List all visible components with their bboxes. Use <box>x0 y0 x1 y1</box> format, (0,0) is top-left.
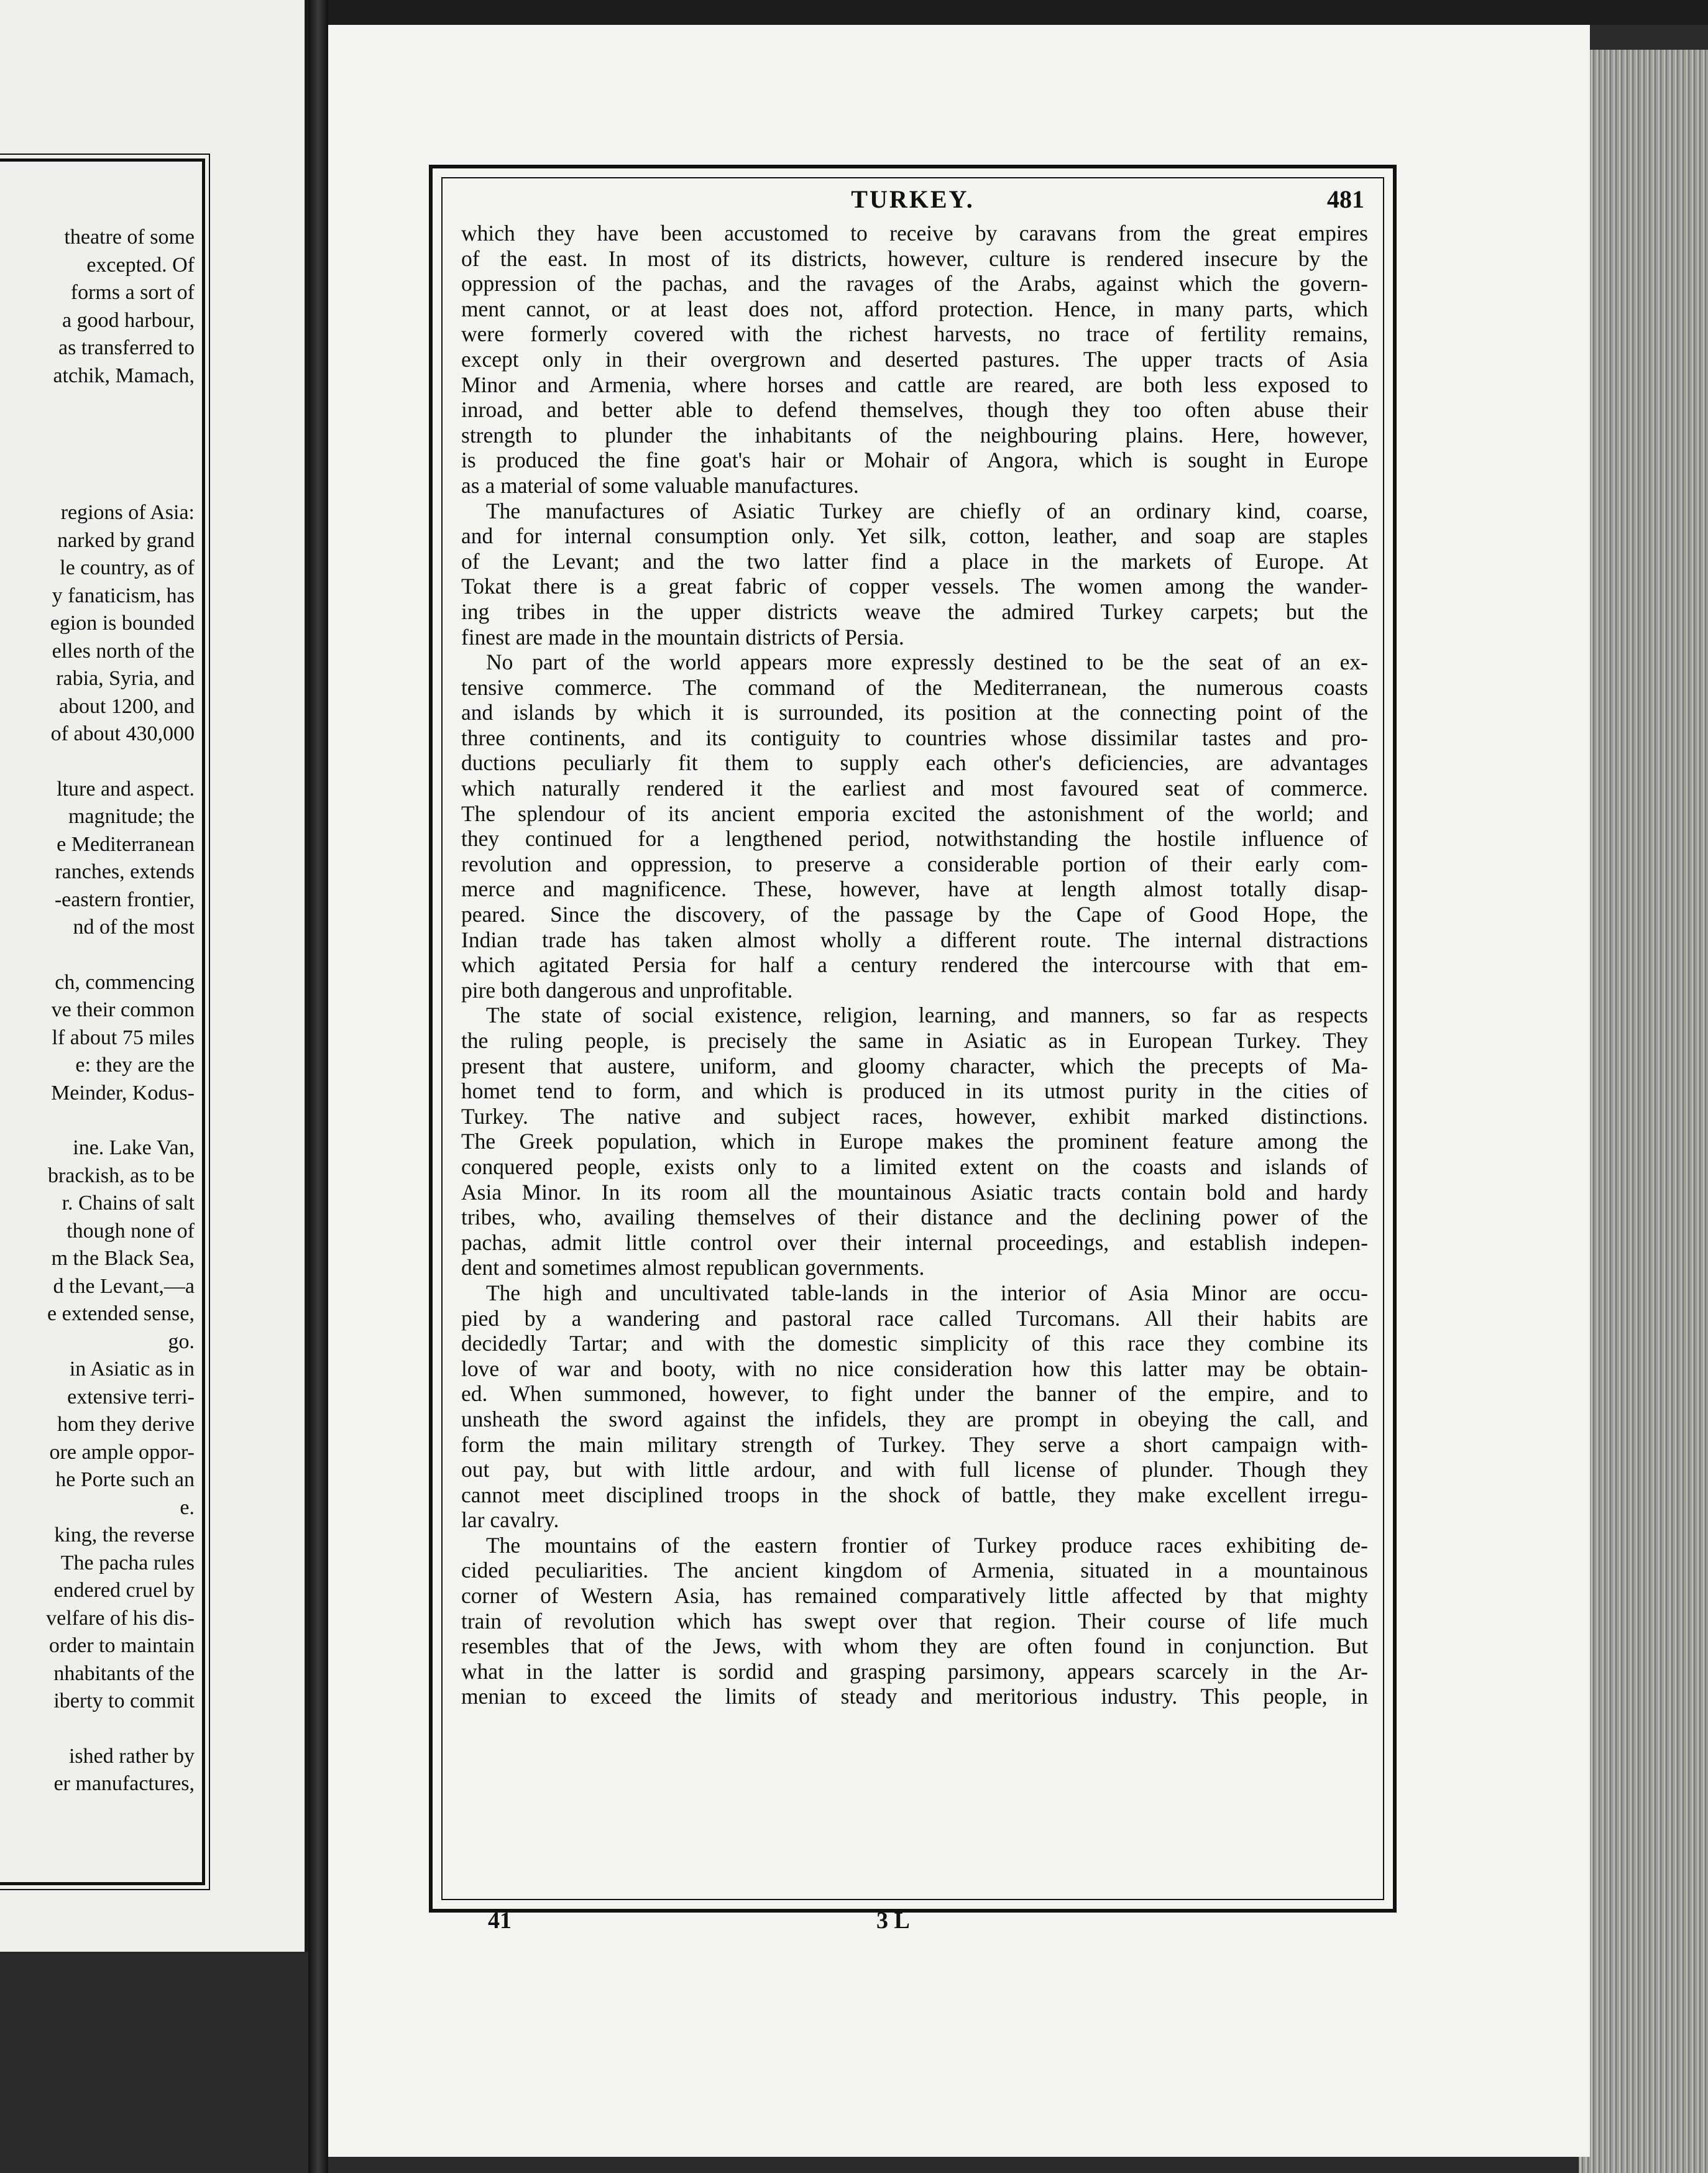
text-line: is produced the fine goat's hair or Mohair of Angora, which is sought in Europe <box>461 448 1368 473</box>
text-line: tensive commerce. The command of the Mediterranean, the numerous coasts <box>461 674 1368 700</box>
text-line: form the main military strength of Turkey. They serve a short campaign with- <box>461 1431 1368 1457</box>
text-line: Minor and Armenia, where horses and cattle are reared, are both less exposed to <box>461 372 1368 397</box>
text-line: merce and magnificence. These, however, have at length almost totally disap- <box>461 876 1368 902</box>
left-page-line: atchik, Mamach, <box>53 364 195 387</box>
text-line: ed. When summoned, however, to fight under the banner of the empire, and to <box>461 1381 1368 1407</box>
text-line: three continents, and its contiguity to countries whose dissimilar tastes and pro- <box>461 725 1368 750</box>
text-line: unsheath the sword against the infidels, they are prompt in obeying the call, and <box>461 1406 1368 1431</box>
text-line: peared. Since the discovery, of the passage by the Cape of Good Hope, the <box>461 902 1368 927</box>
text-line: and islands by which it is surrounded, its position at the connecting point of the <box>461 700 1368 725</box>
left-page-line: though none of <box>67 1219 195 1243</box>
text-line: The Greek population, which in Europe makes the prominent feature among the <box>461 1129 1368 1154</box>
text-line: revolution and oppression, to preserve a considerable portion of their early com- <box>461 851 1368 876</box>
paragraph <box>461 650 1368 1003</box>
left-page-line: d the Levant,—a <box>53 1274 195 1298</box>
paragraph <box>461 1533 1368 1709</box>
left-page-line <box>0 444 195 472</box>
left-page-line: ch, commencing <box>55 970 195 994</box>
left-page-line: endered cruel by <box>53 1579 195 1602</box>
left-page-line: rabia, Syria, and <box>56 667 195 690</box>
text-line: The mountains of the eastern frontier of Turkey produce races exhibiting de- <box>486 1532 1368 1558</box>
text-line: pire both dangerous and unprofitable. <box>461 977 793 1003</box>
text-line: Asia Minor. In its room all the mountainous Asiatic tracts contain bold and hardy <box>461 1179 1368 1205</box>
text-frame <box>429 165 1397 1913</box>
left-page-line: regions of Asia: <box>60 501 195 524</box>
left-page-text <box>0 224 195 1798</box>
left-page-line: go. <box>168 1330 195 1353</box>
paragraph <box>461 221 1368 498</box>
left-page-line <box>0 417 195 444</box>
text-line: tribes, who, availing themselves of their distance and the declining power of the <box>461 1205 1368 1230</box>
left-page-line: brackish, as to be <box>47 1164 195 1187</box>
text-line: Indian trade has taken almost wholly a different route. The internal distractions <box>461 927 1368 952</box>
left-page-line: about 1200, and <box>58 694 195 718</box>
left-page-line: narked by grand <box>57 528 195 552</box>
left-page-line: nhabitants of the <box>53 1661 195 1685</box>
text-line: The high and uncultivated table-lands in the interior of Asia Minor are occu- <box>486 1280 1368 1305</box>
text-line: strength to plunder the inhabitants of the neighbouring plains. Here, however, <box>461 422 1368 448</box>
left-page-line <box>0 942 195 969</box>
left-page-line: iberty to commit <box>53 1689 195 1712</box>
text-line: present that austere, uniform, and gloomy character, which the precepts of Ma- <box>461 1053 1368 1078</box>
left-page-line: Meinder, Kodus- <box>51 1081 195 1105</box>
left-page-line: m the Black Sea, <box>51 1247 195 1270</box>
left-page-line: as transferred to <box>58 336 195 359</box>
text-line: ing tribes in the upper districts weave the admired Turkey carpets; but the <box>461 599 1368 624</box>
left-page-line: ine. Lake Van, <box>73 1136 195 1159</box>
left-page-line: le country, as of <box>60 556 195 579</box>
text-line: corner of Western Asia, has remained comparatively little affected by that mighty <box>461 1583 1368 1609</box>
left-page-line: e. <box>180 1495 195 1519</box>
book-gutter <box>308 0 328 2173</box>
left-page-line: king, the reverse <box>54 1523 195 1546</box>
text-line: as a material of some valuable manufactures. <box>461 472 859 498</box>
text-line: love of war and booty, with no nice consideration how this latter may be obtain- <box>461 1356 1368 1381</box>
text-line: out pay, but with little ardour, and with full license of plunder. Though they <box>461 1457 1368 1482</box>
left-page-line: er manufactures, <box>53 1772 195 1795</box>
left-page <box>0 0 308 1952</box>
left-page-line: egion is bounded <box>50 612 195 635</box>
text-line: ductions peculiarly fit them to supply each other's deficiencies, are advantages <box>461 750 1368 776</box>
text-line: lar cavalry. <box>461 1507 559 1533</box>
text-line: Tokat there is a great fabric of copper vessels. The women among the wander- <box>461 574 1368 599</box>
running-head <box>461 185 1364 222</box>
paragraph <box>461 498 1368 650</box>
text-line: No part of the world appears more expressly destined to be the seat of an ex- <box>486 650 1368 675</box>
text-line: homet tend to form, and which is produced in its utmost purity in the cities of <box>461 1078 1368 1104</box>
paragraph <box>461 1003 1368 1280</box>
text-frame-inner <box>441 177 1384 1900</box>
left-page-line: r. Chains of salt <box>62 1192 195 1215</box>
left-page-line: forms a sort of <box>70 281 195 304</box>
text-line: of the Levant; and the two latter find a place in the markets of Europe. At <box>461 548 1368 574</box>
signature-mark-right: 3 L <box>876 1908 910 1934</box>
text-line: were formerly covered with the richest harvests, no trace of fertility remains, <box>461 321 1368 347</box>
left-page-frame <box>0 158 205 1885</box>
left-page-line: a good harbour, <box>62 308 195 332</box>
left-page-line: hom they derive <box>57 1413 195 1436</box>
text-line: cannot meet disciplined troops in the shock of battle, they make excellent irregu- <box>461 1482 1368 1507</box>
text-line: pied by a wandering and pastoral race called Turcomans. All their habits are <box>461 1305 1368 1331</box>
left-page-line: y fanaticism, has <box>52 584 195 607</box>
left-page-line: -eastern frontier, <box>54 888 195 911</box>
text-line: dent and sometimes almost republican governments. <box>461 1255 925 1280</box>
text-line: decidedly Tartar; and with the domestic simplicity of this race they combine its <box>461 1331 1368 1356</box>
left-page-line: excepted. Of <box>86 253 195 277</box>
text-line: which naturally rendered it the earliest and most favoured seat of commerce. <box>461 776 1368 801</box>
text-line: ment cannot, or at least does not, afford protection. Hence, in many parts, which <box>461 296 1368 321</box>
left-page-line: e: they are the <box>75 1054 195 1077</box>
left-page-line: he Porte such an <box>55 1468 195 1491</box>
text-line: of the east. In most of its districts, however, culture is rendered insecure by the <box>461 246 1368 271</box>
text-line: inroad, and better able to defend themselves, though they too often abuse their <box>461 397 1368 423</box>
text-line: The state of social existence, religion, learning, and manners, so far as respects <box>486 1003 1368 1028</box>
left-page-line: e extended sense, <box>47 1302 195 1325</box>
left-page-line: ore ample oppor- <box>49 1440 195 1464</box>
left-page-line <box>0 472 195 499</box>
page-number: 481 <box>1327 185 1364 213</box>
text-line: oppression of the pachas, and the ravages of the Arabs, against which the govern- <box>461 271 1368 296</box>
text-line: conquered people, exists only to a limited extent on the coasts and islands of <box>461 1154 1368 1179</box>
text-line: cided peculiarities. The ancient kingdom of Armenia, situated in a mountainous <box>461 1558 1368 1583</box>
text-line: except only in their overgrown and deserted pastures. The upper tracts of Asia <box>461 346 1368 372</box>
text-line: and for internal consumption only. Yet silk, cotton, leather, and soap are staples <box>461 523 1368 549</box>
left-page-line: The pacha rules <box>60 1551 195 1574</box>
text-line: finest are made in the mountain districts of Persia. <box>461 624 904 650</box>
left-page-line: ished rather by <box>68 1744 195 1768</box>
left-page-line: ranches, extends <box>55 860 195 883</box>
text-line: train of revolution which has swept over that region. Their course of life much <box>461 1608 1368 1633</box>
left-page-line <box>0 1716 195 1743</box>
left-page-line: in Asiatic as in <box>69 1358 195 1381</box>
text-line: The manufactures of Asiatic Turkey are chiefly of an ordinary kind, coarse, <box>486 498 1368 523</box>
left-page-line: nd of the most <box>73 916 195 939</box>
text-line: they continued for a lengthened period, notwithstanding the hostile influence of <box>461 826 1368 852</box>
text-line: the ruling people, is precisely the same in Asiatic as in European Turkey. They <box>461 1028 1368 1053</box>
signature-mark-left: 41 <box>488 1908 512 1934</box>
left-page-line: e Mediterranean <box>57 832 195 856</box>
text-line: which agitated Persia for half a century rendered the intercourse with that em- <box>461 952 1368 978</box>
left-page-line: magnitude; the <box>68 805 195 828</box>
text-line: The splendour of its ancient emporia excited the astonishment of the world; and <box>461 801 1368 826</box>
left-page-line: of about 430,000 <box>50 722 195 745</box>
left-page-line: velfare of his dis- <box>46 1606 195 1630</box>
left-page-line <box>0 1107 195 1134</box>
paragraph <box>461 1280 1368 1533</box>
text-line: menian to exceed the limits of steady and meritorious industry. This people, in <box>461 1684 1368 1709</box>
running-title: TURKEY. <box>851 185 975 213</box>
text-line: Turkey. The native and subject races, however, exhibit marked distinctions. <box>461 1103 1368 1129</box>
left-page-line: lf about 75 miles <box>52 1026 195 1049</box>
text-line: resembles that of the Jews, with whom they are often found in conjunction. But <box>461 1633 1368 1659</box>
page-fore-edge <box>1579 50 1708 2173</box>
left-page-line <box>0 748 195 776</box>
left-page-line <box>0 390 195 417</box>
left-page-line: lture and aspect. <box>57 777 195 801</box>
left-page-line: elles north of the <box>52 639 195 663</box>
left-page-line: order to maintain <box>48 1634 195 1657</box>
text-line: pachas, admit little control over their internal proceedings, and establish indepen- <box>461 1229 1368 1255</box>
left-page-line: ve their common <box>51 998 195 1021</box>
body-text <box>461 221 1368 1709</box>
left-page-line: theatre of some <box>64 226 195 249</box>
left-page-line: extensive terri- <box>67 1385 195 1408</box>
text-line: which they have been accustomed to receive by caravans from the great empires <box>461 221 1368 246</box>
text-line: what in the latter is sordid and grasping parsimony, appears scarcely in the Ar- <box>461 1658 1368 1684</box>
